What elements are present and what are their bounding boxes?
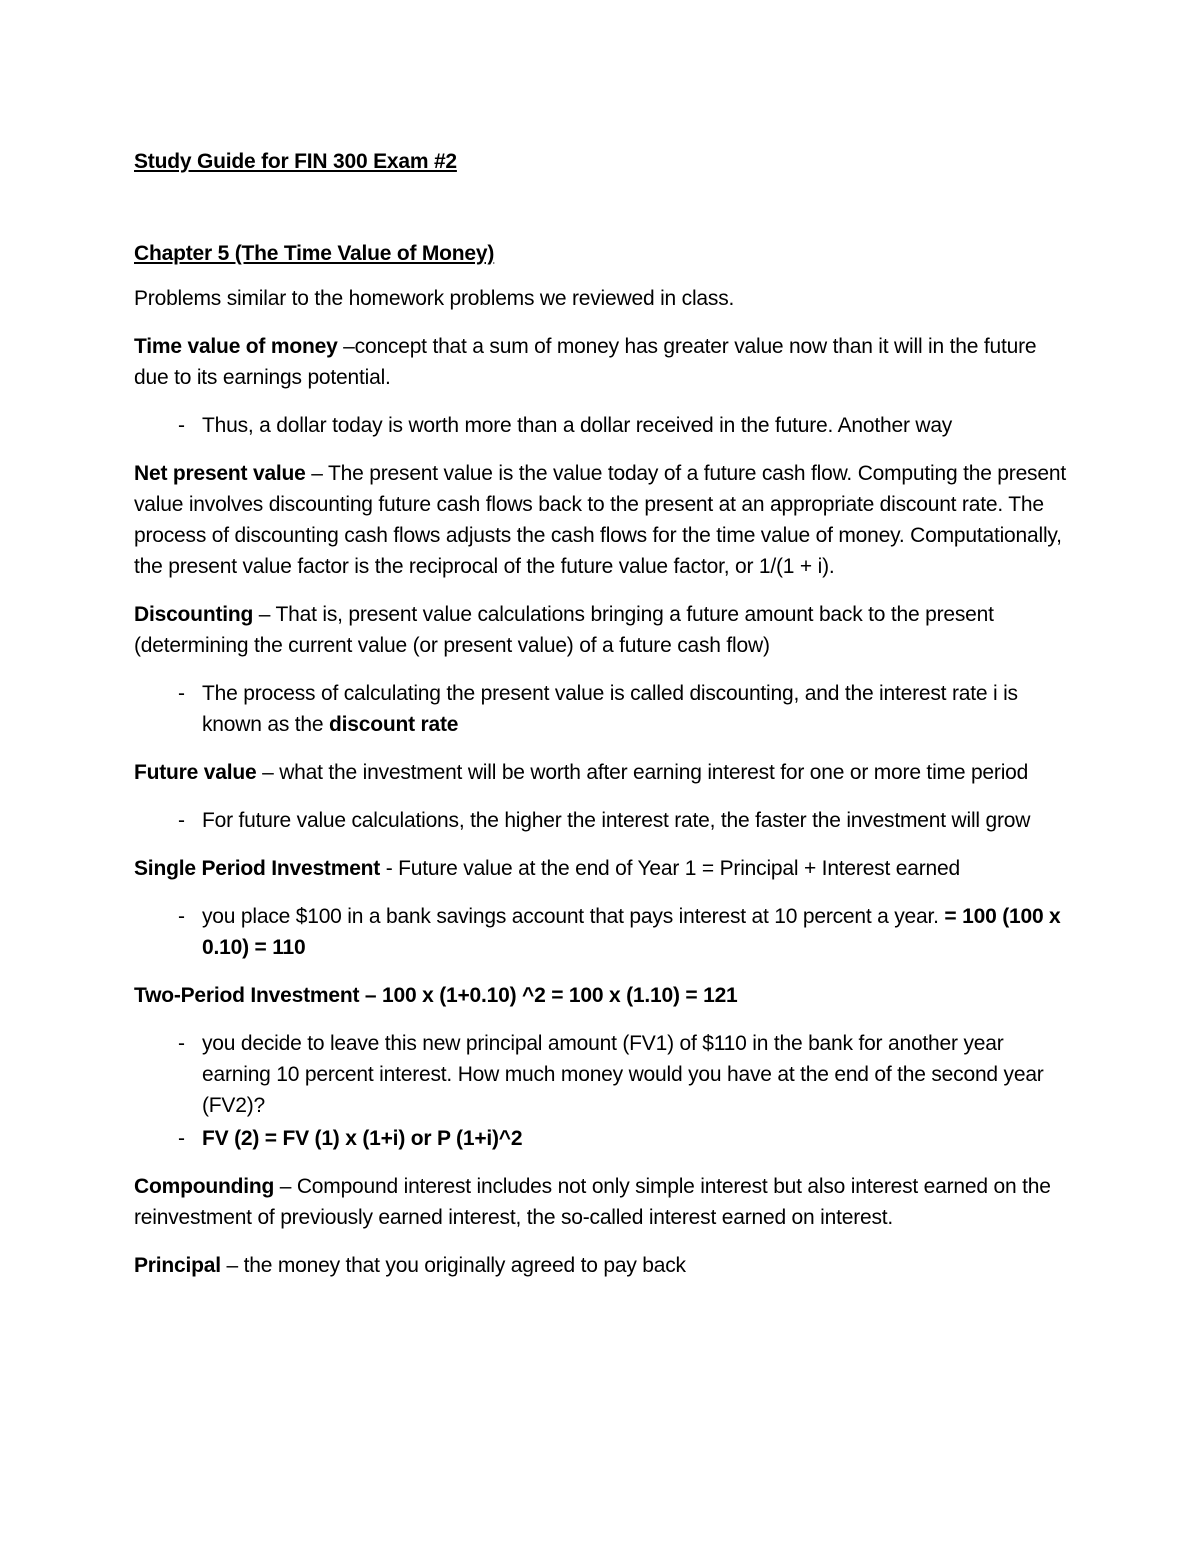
- definition-discounting: – That is, present value calculations bringing a future amount back to the present (determining the current value (or present value) of a future cash flow): [134, 603, 994, 657]
- bullet-text: you place $100 in a bank savings account that pays interest at 10 percent a year.: [202, 905, 945, 928]
- term-two-period-investment: Two-Period Investment: [134, 984, 360, 1007]
- formula-fv2: FV (2) = FV (1) x (1+i) or P (1+i)^2: [202, 1127, 523, 1150]
- paragraph-text: Problems similar to the homework problems we reviewed in class.: [134, 287, 735, 310]
- bullet-text: Thus, a dollar today is worth more than a dollar received in the future. Another way: [202, 414, 953, 437]
- bullet-fv2-formula: [134, 1123, 1074, 1154]
- paragraph-net-present-value: [134, 458, 1074, 582]
- term-single-period-investment: Single Period Investment: [134, 857, 381, 880]
- definition-principal: – the money that you originally agreed to pay back: [220, 1254, 686, 1277]
- term-net-present-value: Net present value: [134, 462, 306, 485]
- definition-time-value-of-money: –concept that a sum of money has greater value now than it will in the future due to its earnings potential.: [134, 335, 1037, 389]
- bullet-dash-icon: -: [178, 809, 185, 832]
- definition-compounding: – Compound interest includes not only simple interest but also interest earned on the reinvestment of previously earned interest, the so-called interest earned on interest.: [134, 1175, 1051, 1229]
- term-principal: Principal: [134, 1254, 221, 1277]
- paragraph-principal: [134, 1250, 1074, 1281]
- paragraph-problems-note: [134, 283, 1074, 314]
- section-heading-chapter-5: [134, 238, 1074, 269]
- term-discount-rate: discount rate: [328, 713, 459, 736]
- term-time-value-of-money: Time value of money: [134, 335, 338, 358]
- bullet-formula-result: = 100 (100 x 0.10) = 110: [202, 905, 1061, 959]
- definition-single-period-investment: - Future value at the end of Year 1 = Principal + Interest earned: [380, 857, 960, 880]
- paragraph-two-period-investment: [134, 980, 1074, 1011]
- paragraph-discounting: [134, 599, 1074, 661]
- bullet-dash-icon: -: [178, 1127, 185, 1150]
- term-compounding: Compounding: [134, 1175, 275, 1198]
- term-future-value: Future value: [134, 761, 257, 784]
- document-title: [134, 146, 1074, 177]
- document-title-text: Study Guide for FIN 300 Exam #2: [134, 150, 457, 173]
- paragraph-compounding: [134, 1171, 1074, 1233]
- formula-two-period-investment: – 100 x (1+0.10) ^2 = 100 x (1.10) = 121: [359, 984, 738, 1007]
- bullet-two-period-example: [134, 1028, 1074, 1121]
- definition-net-present-value: – The present value is the value today of a future cash flow. Computing the present value involves discounting future cash flows back to the present at an appropriate discount rate. The process of discounting cash flows adjusts the cash flows for the time value of money. Computationally, the present value factor is the reciprocal of the future value factor, or 1/(1 + i).: [134, 462, 1066, 578]
- paragraph-single-period-investment: [134, 853, 1074, 884]
- section-heading-text: Chapter 5 (The Time Value of Money): [134, 242, 495, 265]
- bullet-future-value-calculations: [134, 805, 1074, 836]
- term-discounting: Discounting: [134, 603, 254, 626]
- definition-future-value: – what the investment will be worth after earning interest for one or more time period: [256, 761, 1029, 784]
- paragraph-time-value-of-money: [134, 331, 1074, 393]
- bullet-text: you decide to leave this new principal amount (FV1) of $110 in the bank for another year earning 10 percent interest. How much money would you have at the end of the second year (FV2)?: [202, 1032, 1044, 1117]
- bullet-dash-icon: -: [178, 682, 185, 705]
- bullet-dollar-today: [134, 410, 1074, 441]
- bullet-discount-rate: [134, 678, 1074, 740]
- bullet-text: The process of calculating the present value is called discounting, and the interest rate i is known as the: [202, 682, 1018, 736]
- bullet-dash-icon: -: [178, 905, 185, 928]
- bullet-single-period-example: [134, 901, 1074, 963]
- bullet-dash-icon: -: [178, 1032, 185, 1055]
- paragraph-future-value: [134, 757, 1074, 788]
- bullet-text: For future value calculations, the higher the interest rate, the faster the investment will grow: [202, 809, 1031, 832]
- bullet-dash-icon: -: [178, 414, 185, 437]
